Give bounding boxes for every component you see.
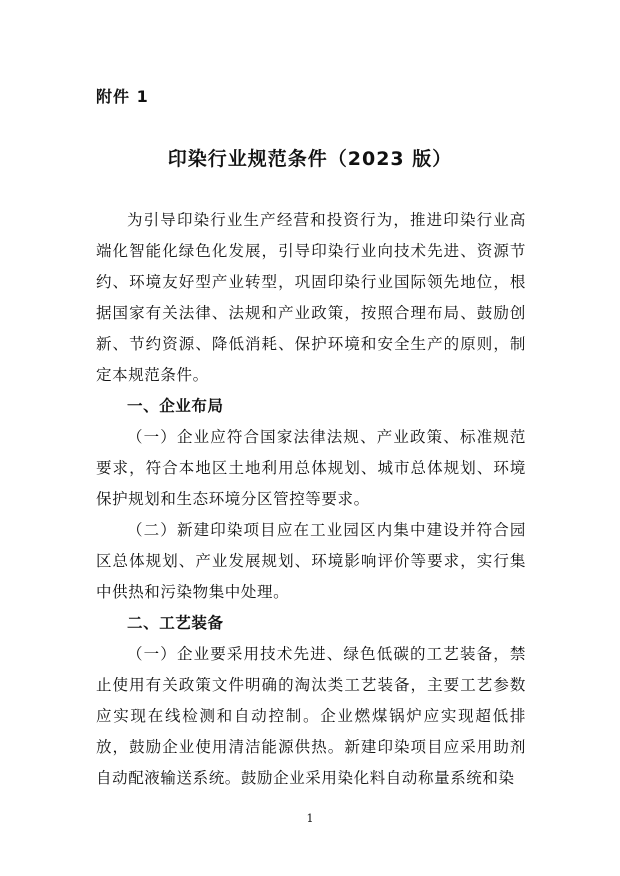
attachment-label: 附件 1	[96, 87, 149, 106]
intro-paragraph: 为引导印染行业生产经营和投资行为，推进印染行业高端化智能化绿色化发展，引导印染行业向技术先进、资源节约、环境友好型产业转型，巩固印染行业国际领先地位，根据国家有关法律、法规和产业政策，按照合理布局、鼓励创新、节约资源、降低消耗、保护环境和安全生产的原则，制定本规范条件。	[96, 211, 526, 384]
document-title: 印染行业规范条件（2023 版）	[167, 148, 453, 170]
document-body	[96, 205, 526, 794]
page-number: 1	[306, 812, 314, 825]
section-equipment-paragraph-1: （一）企业要采用技术先进、绿色低碳的工艺装备，禁止使用有关政策文件明确的淘汰类工艺装备，主要工艺参数应实现在线检测和自动控制。企业燃煤锅炉应实现超低排放，鼓励企业使用清洁能源供热。新建印染项目应采用助剂自动配液输送系统。鼓励企业采用染化料自动称量系统和染	[96, 645, 526, 787]
section-layout-paragraph-1: （一）企业应符合国家法律法规、产业政策、标准规范要求，符合本地区土地利用总体规划、城市总体规划、环境保护规划和生态环境分区管控等要求。	[96, 428, 526, 508]
section-heading-layout: 一、企业布局	[127, 397, 224, 415]
section-heading-equipment: 二、工艺装备	[127, 614, 224, 632]
section-layout-paragraph-2: （二）新建印染项目应在工业园区内集中建设并符合园区总体规划、产业发展规划、环境影响评价等要求，实行集中供热和污染物集中处理。	[96, 521, 526, 601]
